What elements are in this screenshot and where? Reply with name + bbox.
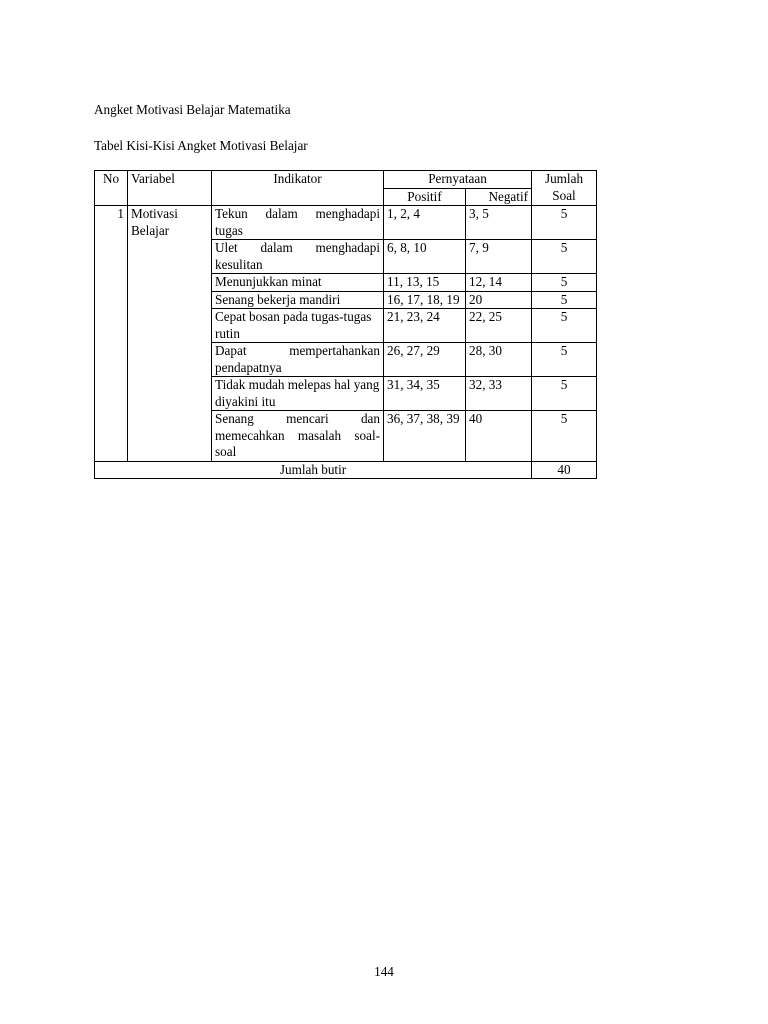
- cell-negatif: 28, 30: [466, 343, 532, 377]
- cell-jumlah: 5: [532, 206, 597, 240]
- total-row: [95, 461, 597, 479]
- cell-indikator: Menunjukkan minat: [212, 274, 384, 292]
- cell-jumlah: 5: [532, 240, 597, 274]
- header-indikator: Indikator: [212, 171, 384, 206]
- header-pernyataan: Pernyataan: [384, 171, 532, 189]
- cell-negatif: 3, 5: [466, 206, 532, 240]
- document-title: Angket Motivasi Belajar Matematika: [94, 102, 291, 117]
- cell-negatif: 22, 25: [466, 309, 532, 343]
- cell-indikator: Cepat bosan pada tugas-tugas rutin: [212, 309, 384, 343]
- header-positif: Positif: [384, 188, 466, 206]
- cell-indikator: Senang bekerja mandiri: [212, 291, 384, 309]
- cell-indikator: Senang mencari dan memecahkan masalah soal-soal: [212, 411, 384, 462]
- cell-indikator: Dapat mempertahankan pendapatnya: [212, 343, 384, 377]
- cell-negatif: 40: [466, 411, 532, 462]
- cell-indikator: Ulet dalam menghadapi kesulitan: [212, 240, 384, 274]
- cell-positif: 26, 27, 29: [384, 343, 466, 377]
- cell-jumlah: 5: [532, 343, 597, 377]
- total-value: 40: [532, 461, 597, 479]
- header-variabel: Variabel: [128, 171, 212, 206]
- cell-positif: 21, 23, 24: [384, 309, 466, 343]
- header-no: No: [95, 171, 128, 206]
- cell-jumlah: 5: [532, 291, 597, 309]
- cell-negatif: 7, 9: [466, 240, 532, 274]
- cell-positif: 1, 2, 4: [384, 206, 466, 240]
- kisi-kisi-table: [94, 170, 597, 479]
- table-title: Tabel Kisi-Kisi Angket Motivasi Belajar: [94, 138, 308, 153]
- header-negatif: Negatif: [466, 188, 532, 206]
- total-label: Jumlah butir: [95, 461, 532, 479]
- cell-no: 1: [95, 206, 128, 462]
- cell-jumlah: 5: [532, 377, 597, 411]
- cell-negatif: 20: [466, 291, 532, 309]
- cell-positif: 11, 13, 15: [384, 274, 466, 292]
- cell-indikator: Tidak mudah melepas hal yang diyakini itu: [212, 377, 384, 411]
- cell-jumlah: 5: [532, 411, 597, 462]
- cell-jumlah: 5: [532, 274, 597, 292]
- cell-positif: 31, 34, 35: [384, 377, 466, 411]
- header-jumlah-soal: Jumlah Soal: [532, 171, 597, 206]
- cell-negatif: 12, 14: [466, 274, 532, 292]
- cell-jumlah: 5: [532, 309, 597, 343]
- cell-positif: 6, 8, 10: [384, 240, 466, 274]
- cell-negatif: 32, 33: [466, 377, 532, 411]
- cell-positif: 16, 17, 18, 19: [384, 291, 466, 309]
- cell-variabel: Motivasi Belajar: [128, 206, 212, 462]
- table-row: [95, 206, 597, 240]
- cell-indikator: Tekun dalam menghadapi tugas: [212, 206, 384, 240]
- cell-positif: 36, 37, 38, 39: [384, 411, 466, 462]
- page-number: 144: [374, 964, 394, 979]
